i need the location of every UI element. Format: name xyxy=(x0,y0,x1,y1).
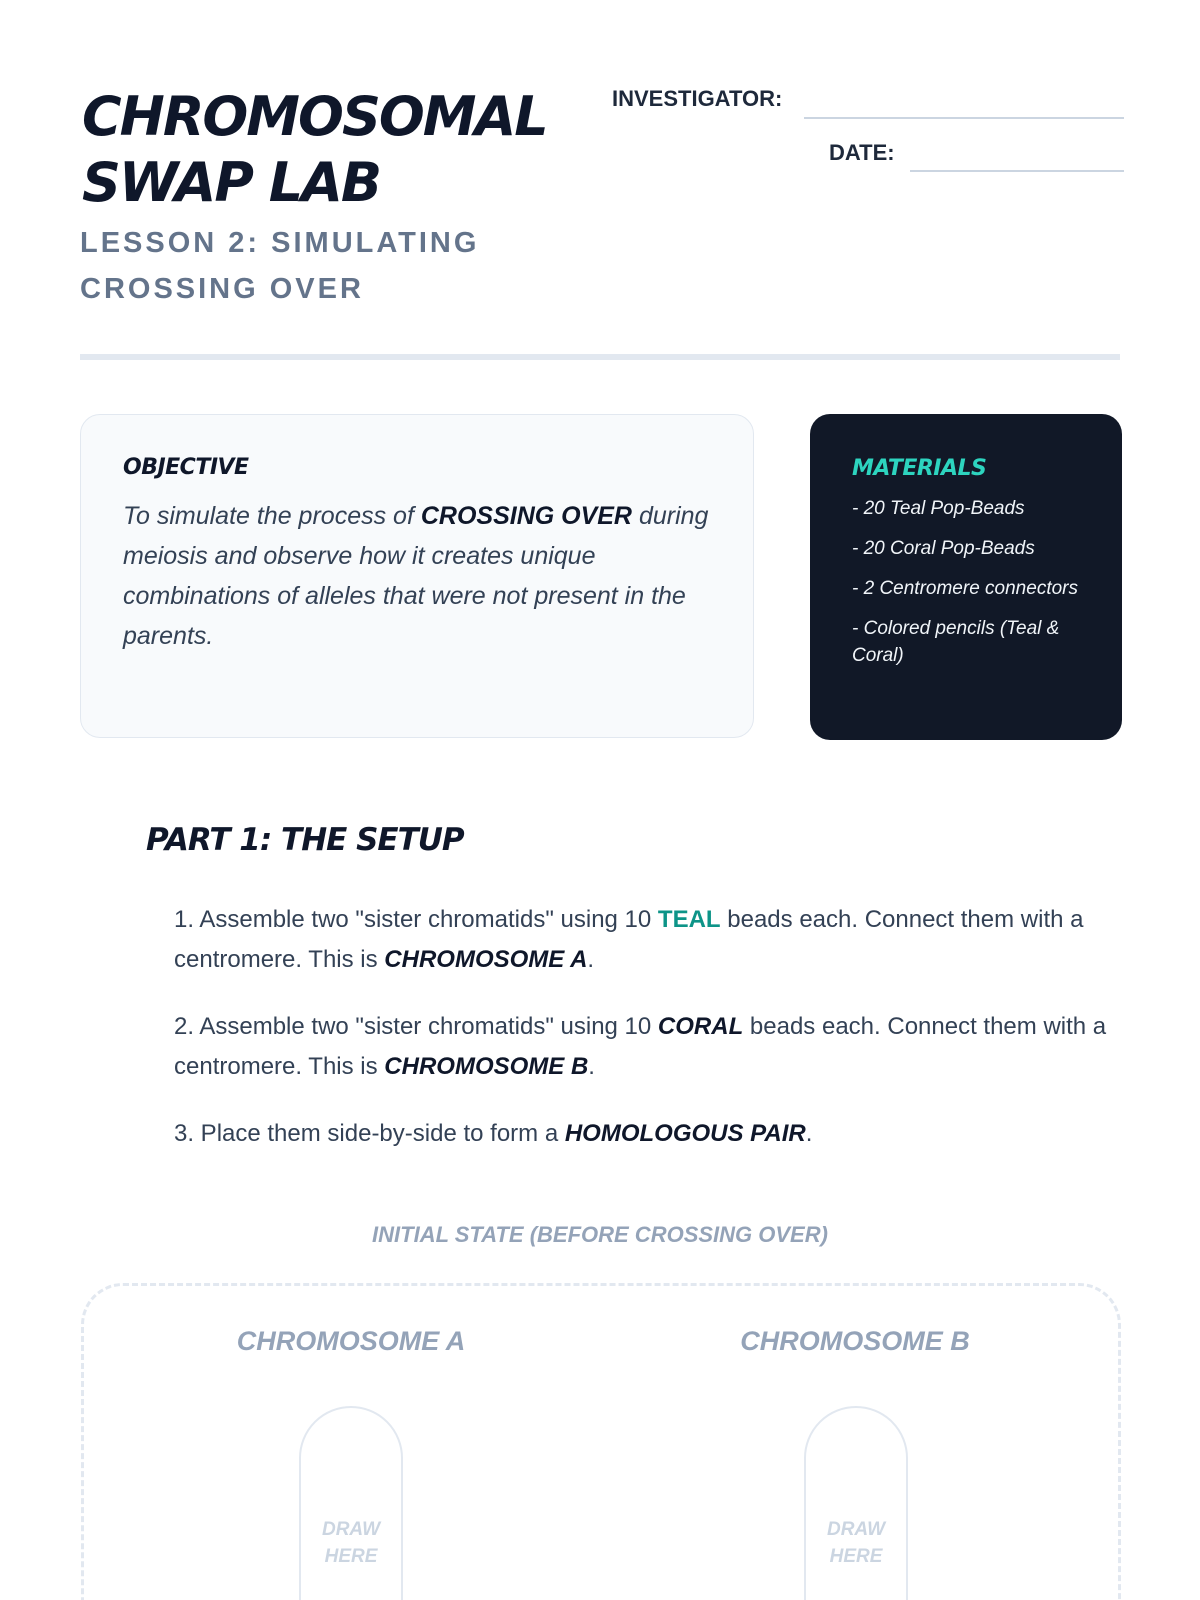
step-item xyxy=(174,1114,1124,1154)
homologous-pair-emphasis: HOMOLOGOUS PAIR xyxy=(564,1120,806,1147)
chromosome-b-draw-box[interactable] xyxy=(804,1406,908,1600)
draw-hint-line: HERE xyxy=(829,1546,883,1567)
draw-here-hint xyxy=(806,1516,906,1570)
step-item xyxy=(174,1007,1124,1087)
objective-emphasis: CROSSING OVER xyxy=(420,502,632,530)
objective-text xyxy=(123,496,713,656)
part1-heading: PART 1: THE SETUP xyxy=(146,822,464,858)
diagram-caption: INITIAL STATE (BEFORE CROSSING OVER) xyxy=(372,1222,828,1247)
chromosome-a-draw-box[interactable] xyxy=(299,1406,403,1600)
subtitle-line: LESSON 2: SIMULATING xyxy=(80,227,480,259)
teal-color-word: TEAL xyxy=(657,906,721,933)
objective-heading: OBJECTIVE xyxy=(123,455,249,480)
investigator-field[interactable] xyxy=(804,117,1124,119)
setup-steps xyxy=(174,900,1124,1181)
investigator-label: INVESTIGATOR: xyxy=(612,86,783,111)
chromosome-a-emphasis: CHROMOSOME A xyxy=(384,946,588,973)
draw-hint-line: DRAW xyxy=(321,1519,381,1540)
draw-hint-line: HERE xyxy=(324,1546,378,1567)
title-line: CHROMOSOMAL xyxy=(82,85,547,148)
step-text: beads each. Connect them with a centromere. This is xyxy=(174,1013,1107,1080)
subtitle-line: CROSSING OVER xyxy=(80,273,364,305)
chromosome-b-label: CHROMOSOME B xyxy=(740,1326,970,1356)
header-divider xyxy=(80,354,1120,360)
materials-box xyxy=(810,414,1122,740)
step-text: 2. Assemble two "sister chromatids" using 10 xyxy=(174,1013,658,1040)
drawing-area xyxy=(81,1283,1121,1600)
date-field[interactable] xyxy=(910,170,1124,172)
coral-color-word: CORAL xyxy=(657,1013,744,1040)
date-label: DATE: xyxy=(829,140,895,165)
objective-text-end: during meiosis and observe how it creates unique combinations of alleles that were not present in the parents. xyxy=(123,502,709,650)
chromosome-a-label: CHROMOSOME A xyxy=(236,1326,466,1356)
step-text: . xyxy=(587,946,595,973)
step-item xyxy=(174,900,1124,980)
title-line: SWAP LAB xyxy=(82,151,381,214)
materials-item: - 20 Teal Pop-Beads xyxy=(852,498,1025,519)
step-text: beads each. Connect them with a centromere. This is xyxy=(174,906,1084,973)
chromosome-b-emphasis: CHROMOSOME B xyxy=(384,1053,589,1080)
materials-item: - 20 Coral Pop-Beads xyxy=(852,538,1035,559)
step-text: 1. Assemble two "sister chromatids" using 10 xyxy=(174,906,658,933)
draw-here-hint xyxy=(301,1516,401,1570)
draw-hint-line: DRAW xyxy=(826,1519,886,1540)
objective-text-start: To simulate the process of xyxy=(123,502,421,530)
materials-heading: MATERIALS xyxy=(852,456,987,481)
lesson-subtitle xyxy=(80,220,479,312)
step-text: 3. Place them side-by-side to form a xyxy=(174,1120,565,1147)
objective-box xyxy=(80,414,754,738)
materials-list xyxy=(852,495,1082,669)
worksheet-title xyxy=(82,84,547,216)
materials-item: - Colored pencils (Teal & Coral) xyxy=(852,618,1060,666)
step-text: . xyxy=(805,1120,813,1147)
materials-item: - 2 Centromere connectors xyxy=(852,578,1078,599)
step-text: . xyxy=(588,1053,595,1080)
